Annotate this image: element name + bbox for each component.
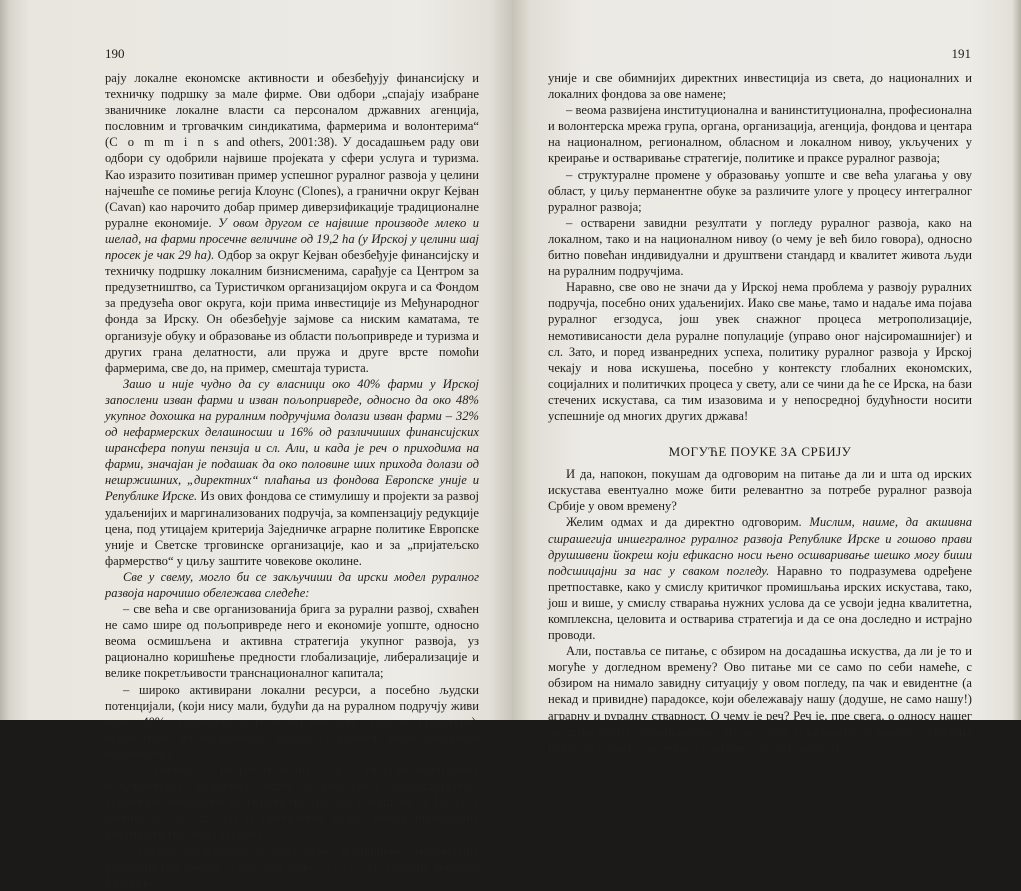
list-item-paragraph bbox=[548, 102, 972, 166]
text-run: уније и све обимнијих директних инвестиција из света, до националних и локалних фондова за ове намене; bbox=[548, 71, 972, 102]
list-item-paragraph bbox=[105, 601, 479, 681]
text-run: Из ових фондова се стимулишу и пројекти за развој удаљенијих и маргинализованих подручја, за компензацију редукције цена, под утицајем критерија Заједничке аграрне политике Европске уније и Светске трговинске организације, као и за „пријатељско фармерство“ у циљу заштите човекове околине. bbox=[105, 489, 480, 568]
text-run: Али, поставља се питање, с обзиром на досадашња искуства, да ли је то и могуће у догледном времену? Ово питање ми се само по себи намеће, с обзиром на нимало завидну ситуацију у овом погледу, па чак и евидентне (а некад и привидне) парадоксе, који обележавају нашу (додуше, не само нашу!) аграрну и руралну стварност. О чему је реч? Реч је, пре свега, о односу нашег друштва према пољопривреди, аграру, селу и сељаштву и развоју руралних подручја уопште, посебно у поређењу са тим односом bbox=[548, 644, 972, 755]
text-run: – увелико реструктурирана и (пост)модернизована пољопривреда, развијена општа и комунална инфраструктура, укрупњене површине на газдинству (просек површина за Ирску у целини је око 29 ha) и интензиван развој непољопривредних делатности (посебно туризма); bbox=[105, 763, 479, 842]
list-item-paragraph bbox=[105, 682, 479, 762]
text-run: – широко активирани локални ресурси, а посебно људски потенцијали, (који нису мали, будући да на руралном подручју живи преко 40% становника и то веома повољне старосне структуре), првенствено на принципима широко схваћеног мултилатералног партнерства; bbox=[105, 682, 479, 761]
italic-text: Мислим, наиме, да акшивна сшрашегија иншегралног руралног развоја Републике Ирске и гошово прави друшшвени йокреш који ефикасно носи њено осшваривање шешко могу биши подсшицајни за нас у сваком погледу. bbox=[548, 515, 972, 578]
list-item-paragraph bbox=[105, 762, 479, 842]
text-run: and others, 2001:38). У досадашњем раду ови одбори су одобрили највише пројеката у сфери услуга и туризма. Као изразито позитиван пример успешног руралног развоја у целини најчешће се помиње регија Клоунс (Clones), а гранични округ Кејван (Cavan) као нарочито добар пример диверзификације традиционалне руралне економије. bbox=[105, 135, 479, 230]
text-run: – веома развијена институционална и ванинституционална, професионална и волонтерска мрежа група, органа, организација, агенција, фондова и центара на националном, регионалном, обласном и локалном нивоу, укључених у креирање и остваривање стратегије, политике и праксе руралног развоја; bbox=[548, 103, 972, 166]
text-run: Наравно то подразумева одређене претпоставке, како у смислу критичког промишљања ирских искустава, тако, још и више, у смислу стварања нужних услова да се усвоји једна квалитетна, комплексна, целовита и остварива стратегија и да се она доследно и истрајно проводи. bbox=[548, 563, 973, 643]
paragraph bbox=[105, 376, 479, 569]
paragraph bbox=[548, 466, 972, 514]
page-number-left: 190 bbox=[105, 46, 125, 61]
right-page bbox=[512, 0, 1021, 755]
italic-text: У овом другом се највише производе млеко и шелад, на фарми просечне величине од 19,2 ha (у Ирској у целини шај просек је чак 29 ha). bbox=[105, 215, 480, 263]
text-run: – структуралне промене у образовању уопште и све већа улагања у ову област, у циљу перманентне обуке за различите улоге у процесу интегралног руралног развоја; bbox=[548, 167, 972, 214]
text-run: – снажно привлачење и рационално коришћење разноврсних финансијских извора за рурални развој – од структуралних фондова Европске bbox=[105, 843, 479, 890]
text-run: – све већа и све организованија брига за рурални развој, схваћен не само шире од пољопривреде него и економије уопште, односно веома осмишљена и активна стратегија укупног развоја, уз рационално коришћење предности глобализације, либерализације и велике покретљивости транснационалног капитала; bbox=[105, 602, 479, 681]
text-run: Желим одмах и да директно одговорим. bbox=[566, 515, 810, 530]
left-page-text bbox=[105, 70, 479, 891]
paragraph bbox=[548, 514, 972, 643]
italic-text: Зашо и није чудно да су власници око 40% фарми у Ирској запослени изван фарми и изван пољопривреде, односно да око 48% укупног дохошка на руралним подручјима долази изван фарми – 32% од нефармерских делашносши и 16% од различиших финансијских шрансфера попуш пензија и сл. Али, и када је реч о приходима на фарми, значајан је подашак да око половине ших прихода долази од нешржишних, „директних“ плаћања из фондова Европске уније и Републике Ирске. bbox=[105, 376, 479, 504]
list-item-paragraph bbox=[105, 843, 479, 891]
page-number-right: 191 bbox=[951, 46, 971, 61]
text-run: Наравно, све ово не значи да у Ирској нема проблема у развоју руралних подручја, посебно оних удаљенијих. Иако све мање, тамо и надаље има појава руралног егзодуса, још увек снажног процеса метрополизације, немотивисаности дела руралне популације (управо оног најсиромашнијег) и сл. Зато, и поред изванредних успеха, политику руралног развоја у Ирској чекају и нова искушења, посебно у контексту глобалних економских, социјалних и политичких процеса у свету, али се чини да ће се Ирска, на бази стечених искустава, са тим изазовима и у непосредној будућности носити успешније од многих других држава! bbox=[548, 280, 972, 423]
paragraph bbox=[548, 70, 972, 102]
list-item-paragraph bbox=[548, 167, 972, 215]
text-run: И да, напокон, покушам да одговорим на питање да ли и шта од ирских искустава евентуално може бити релевантно за потребе руралног развоја Србије у овом времену? bbox=[548, 467, 972, 514]
text-run: Одбор за округ Кејван обезбеђује финансијску и техничку подршку локалним бизнисменима, сарађује са Центром за предузетништво, са Туристичком организацијом округа и са Фондом за предузећа овог округа, који прима инвестиције из Међународног фонда за Ирску. Он обезбеђује зајмове са ниским каматама, те организује обуку и образовање из области пољопривреде и туризма и других грана делатности, али пружа и друге врсте помоћи фармерима, све до, на пример, смештаја туриста. bbox=[105, 248, 480, 375]
paragraph bbox=[548, 279, 972, 424]
paragraph bbox=[548, 643, 972, 756]
paragraph bbox=[105, 70, 479, 376]
section-heading: МОГУЋЕ ПОУКЕ ЗА СРБИЈУ bbox=[668, 444, 852, 460]
text-run: – остварени завидни резултати у погледу руралног развоја, како на локалном, тако и на националном нивоу (о чему је већ било говора), односно битно повећан индивидуални и друштвени стандард и квалитет живота људи на руралним подручјима. bbox=[548, 215, 972, 279]
text-run: C o m m i n s bbox=[109, 135, 222, 150]
right-page-text bbox=[548, 70, 972, 756]
list-item-paragraph bbox=[548, 215, 972, 279]
italic-text: Све у свему, могло би се закључиши да ирски модел руралног развоја нарочишо обележава следеће: bbox=[105, 569, 479, 600]
text-run: рају локалне економске активности и обезбеђују финансијску и техничку подршку за мале фирме. Ови одбори „спајају изабране званичнике локалне власти са персоналом државних агенција, пословним и трговачким синдикатима, фармерима и волонтерима“ ( bbox=[105, 71, 479, 150]
paragraph bbox=[105, 569, 479, 601]
